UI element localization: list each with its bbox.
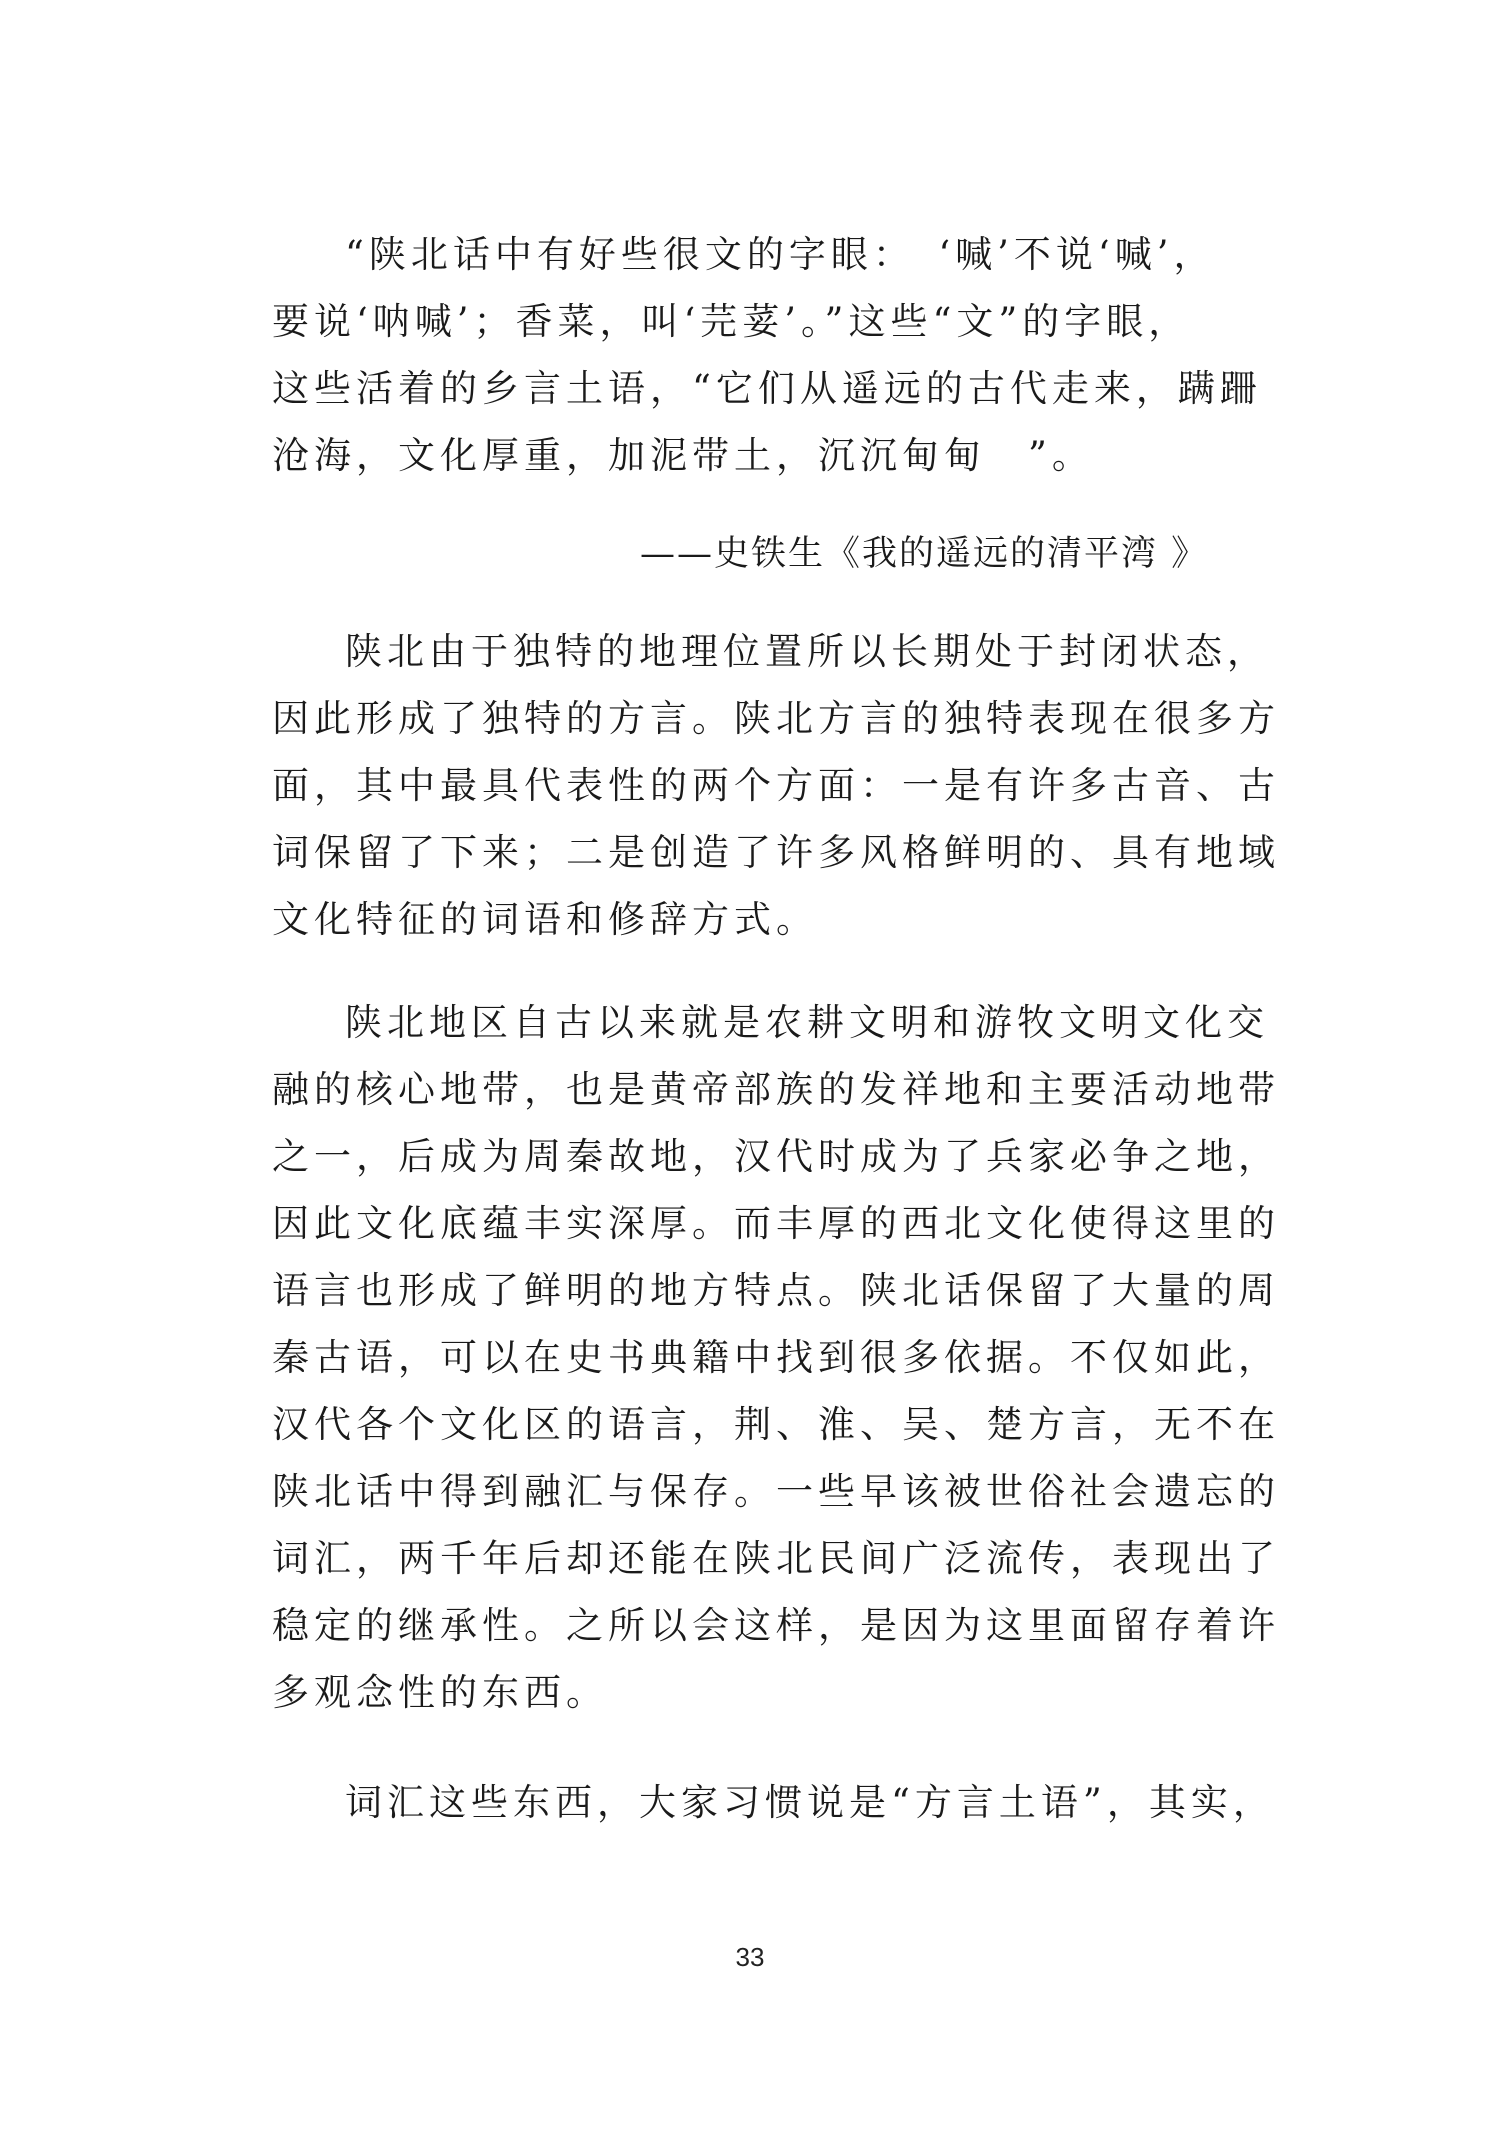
page-number: 33: [735, 1942, 765, 1972]
paragraph-line: 面，其中最具代表性的两个方面：一是有许多古音、古: [272, 764, 1280, 807]
paragraph-line: 多观念性的东西。: [272, 1671, 608, 1714]
paragraph-line: 因此形成了独特的方言。陕北方言的独特表现在很多方: [272, 697, 1280, 740]
paragraph-line: 因此文化底蕴丰实深厚。而丰厚的西北文化使得这里的: [272, 1202, 1280, 1245]
quote-line-2: 要说‘呐喊’；香菜，叫‘芫荽’。”这些“文”的字眼，: [272, 300, 1191, 343]
paragraph-line: 词汇这些东西，大家习惯说是“方言土语”，其实，: [345, 1781, 1275, 1824]
paragraph-line: 汉代各个文化区的语言，荆、淮、吴、楚方言，无不在: [272, 1403, 1280, 1446]
quote-line-4: 沧海，文化厚重，加泥带土，沉沉甸甸 ”。: [272, 434, 1094, 477]
quote-line-3: 这些活着的乡言土语，“它们从遥远的古代走来，蹒跚: [272, 367, 1262, 410]
paragraph-line: 文化特征的词语和修辞方式。: [272, 898, 818, 941]
paragraph-line: 陕北地区自古以来就是农耕文明和游牧文明文化交: [345, 1001, 1269, 1044]
paragraph-line: 稳定的继承性。之所以会这样，是因为这里面留存着许: [272, 1604, 1280, 1647]
paragraph-line: 陕北话中得到融汇与保存。一些早该被世俗社会遗忘的: [272, 1470, 1280, 1513]
paragraph-line: 秦古语，可以在史书典籍中找到很多依据。不仅如此，: [272, 1336, 1280, 1379]
paragraph-line: 融的核心地带，也是黄帝部族的发祥地和主要活动地带: [272, 1068, 1280, 1111]
quote-line-1: “陕北话中有好些很文的字眼： ‘喊’不说‘喊’，: [345, 233, 1216, 276]
paragraph-line: 陕北由于独特的地理位置所以长期处于封闭状态，: [345, 630, 1269, 673]
paragraph-line: 语言也形成了鲜明的地方特点。陕北话保留了大量的周: [272, 1269, 1280, 1312]
quote-attribution: ——史铁生《我的遥远的清平湾 》: [640, 534, 1209, 574]
paragraph-line: 词保留了下来；二是创造了许多风格鲜明的、具有地域: [272, 831, 1280, 874]
paragraph-line: 之一，后成为周秦故地，汉代时成为了兵家必争之地，: [272, 1135, 1280, 1178]
paragraph-line: 词汇，两千年后却还能在陕北民间广泛流传，表现出了: [272, 1537, 1280, 1580]
